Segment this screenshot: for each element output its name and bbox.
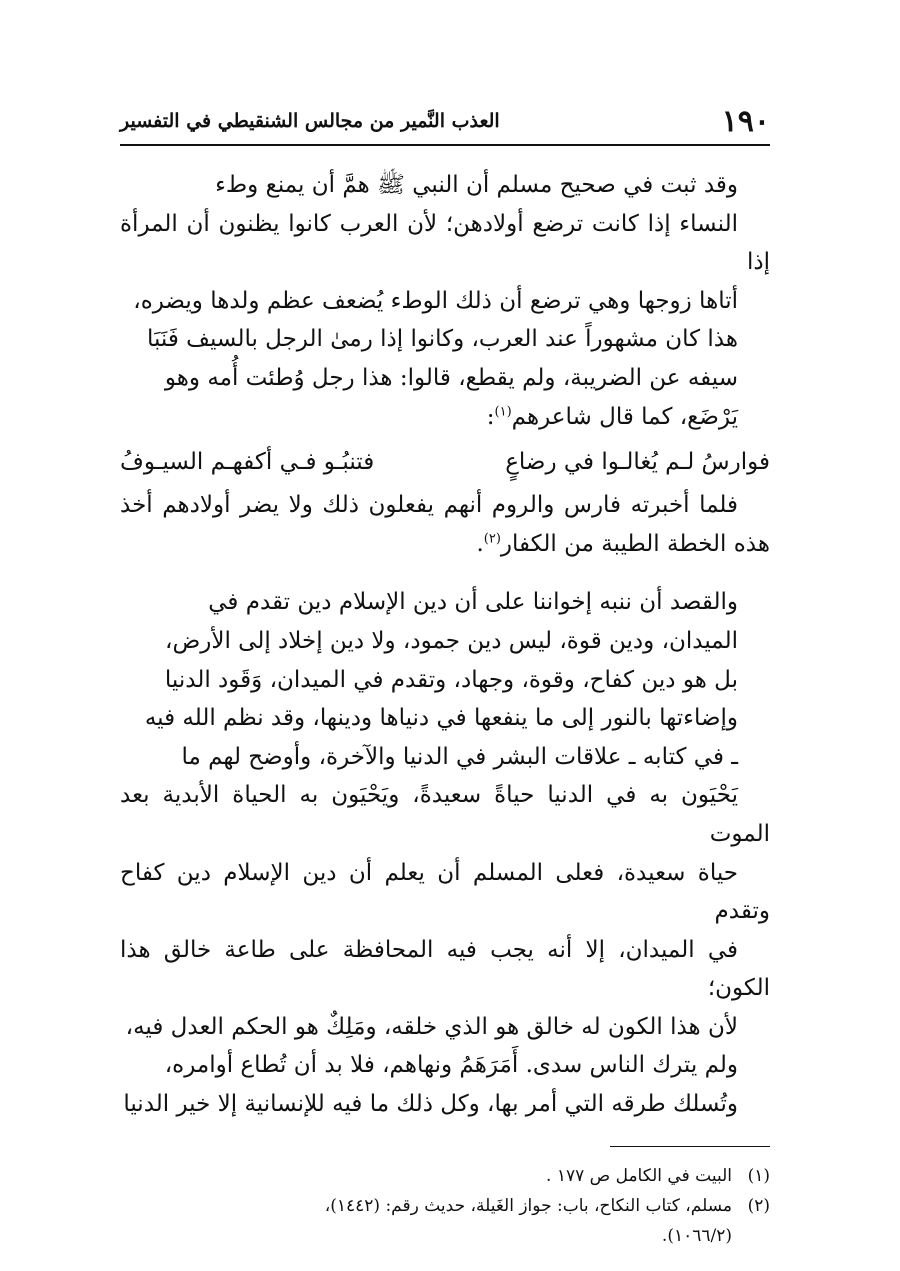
paragraph-2: [120, 486, 770, 563]
verse-left-hemistich: فتنبُـو فـي أكفهـم السيـوفُ: [120, 449, 375, 476]
punctuation: :: [486, 403, 495, 430]
text-line: وقد ثبت في صحيح مسلم أن النبي ﷺ همَّ أن يمنع وطء: [215, 172, 738, 198]
text-line: ـ في كتابه ـ علاقات البشر في الدنيا والآخرة، وأوضح لهم ما: [181, 743, 738, 770]
paragraph-1: [120, 166, 770, 436]
footnote-number: (١): [747, 1165, 770, 1186]
text-line: النساء إذا كانت ترضع أولادهن؛ لأن العرب كانوا يظنون أن المرأة إذا: [120, 210, 770, 276]
verse-right-hemistich: فوارسُ لـم يُغالـوا في رضاعٍ: [505, 449, 770, 476]
page-header: [120, 100, 770, 146]
text-line: حياة سعيدة، فعلى المسلم أن يعلم أن دين الإسلام دين كفاح وتقدم: [120, 859, 770, 925]
text-line: سيفه عن الضريبة، ولم يقطع، قالوا: هذا رجل وُطئت أُمه وهو: [164, 364, 738, 391]
footnote-ref-2[interactable]: (٢): [483, 531, 501, 547]
text-line: [120, 398, 770, 437]
text-line: وتُسلك طرقه التي أمر بها، وكل ذلك ما فيه للإنسانية إلا خير الدنيا: [123, 1091, 738, 1118]
text-line: والقصد أن ننبه إخواننا على أن دين الإسلام دين تقدم في: [208, 589, 738, 616]
footnote-item: [120, 1161, 770, 1191]
poetry-verse: [120, 442, 770, 482]
text-line: هذا كان مشهوراً عند العرب، وكانوا إذا رمىٰ الرجل بالسيف فَنَبَا: [146, 326, 738, 353]
footnote-continuation: (١٠٦٦/٢).: [661, 1225, 732, 1246]
text-line: وإضاءتها بالنور إلى ما ينفعها في دنياها ودينها، وقد نظم الله فيه: [144, 705, 738, 732]
footnote-item: [120, 1191, 770, 1221]
footnote-divider: [610, 1146, 770, 1147]
text-line: أتاها زوجها وهي ترضع أن ذلك الوطء يُضعف عظم ولدها ويضره،: [133, 287, 738, 314]
footnote-ref-1[interactable]: (١): [494, 403, 512, 419]
paragraph-3: [120, 583, 770, 1123]
text-line: لأن هذا الكون له خالق هو الذي خلقه، ومَلِكٌ هو الحكم العدل فيه،: [125, 1013, 738, 1040]
text-line: الميدان، ودين قوة، ليس دين جمود، ولا دين إخلاد إلى الأرض،: [165, 627, 738, 654]
paragraph-2-text: فلما أخبرته فارس والروم أنهم يفعلون ذلك ولا يضر أولادهم أخذ هذه الخطة الطيبة من الكفار: [120, 492, 770, 557]
footnote-text: البيت في الكامل ص ١٧٧ .: [546, 1165, 732, 1186]
footnote-text: مسلم، كتاب النكاح، باب: جواز الغَيلة، حديث رقم: (١٤٤٢)،: [324, 1195, 732, 1216]
text-fragment: يَرْضَع، كما قال شاعرهم: [511, 403, 738, 430]
footnotes: [120, 1161, 770, 1251]
text-line: في الميدان، إلا أنه يجب فيه المحافظة على طاعة خالق هذا الكون؛: [120, 936, 770, 1002]
text-line: بل هو دين كفاح، وقوة، وجهاد، وتقدم في الميدان، وَقَود الدنيا: [164, 666, 738, 693]
punctuation: .: [476, 530, 484, 557]
page: [120, 100, 770, 1251]
running-title: العذب النَّمير من مجالس الشنقيطي في التفسير: [120, 110, 500, 132]
text-line: يَحْيَون به في الدنيا حياةً سعيدةً، ويَحْيَون به الحياة الأبدية بعد الموت: [120, 782, 770, 847]
page-number: ١٩٠: [721, 104, 770, 139]
text-line: ولم يترك الناس سدى. أَمَرَهَمُ ونهاهم، فلا بد أن تُطاع أوامره،: [164, 1052, 738, 1079]
footnote-number: (٢): [747, 1195, 770, 1216]
